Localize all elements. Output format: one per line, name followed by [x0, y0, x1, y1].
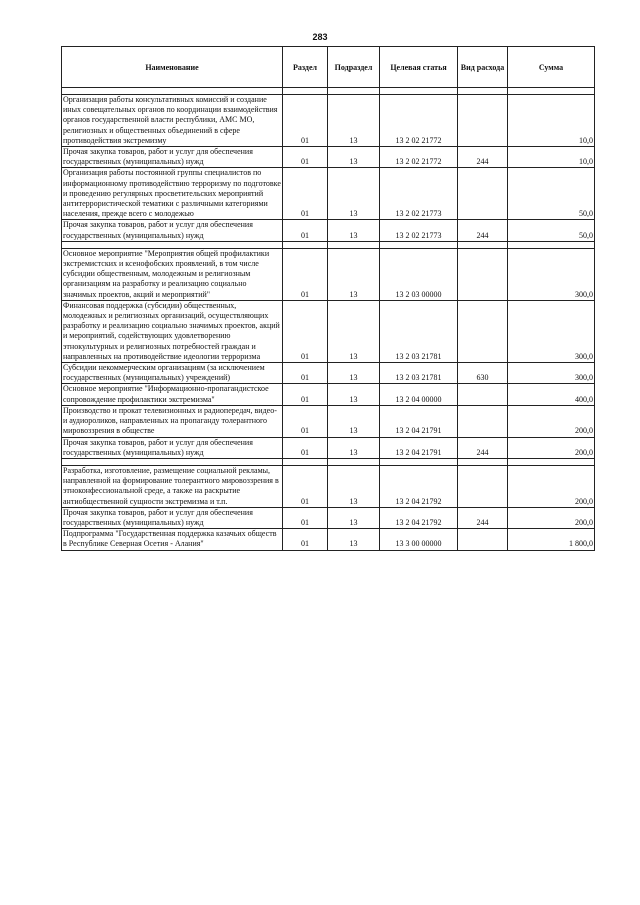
row-name: Основное мероприятие "Информационно-пропагандистское сопровождение профилактики экстремизма"	[62, 384, 283, 405]
row-target: 13 2 03 21781	[380, 300, 458, 362]
row-name: Разработка, изготовление, размещение социальной рекламы, направленной на формирование толерантного мировоззрения в этноконфессиональной среде, а также на раскрытие антиобщественной сущности экстремизма и т.п.	[62, 465, 283, 507]
row-sum: 400,0	[508, 384, 595, 405]
row-sum: 300,0	[508, 300, 595, 362]
row-name: Субсидии некоммерческим организациям (за исключением государственных (муниципальных) учреждений)	[62, 363, 283, 384]
row-subsection: 13	[328, 300, 380, 362]
row-type	[458, 248, 508, 300]
header-subsection: Подраздел	[328, 47, 380, 88]
row-section: 01	[283, 248, 328, 300]
row-target: 13 2 02 21773	[380, 220, 458, 241]
row-name: Основное мероприятие "Мероприятия общей профилактики экстремистских и ксенофобских проявлений, в том числе субсидии общественным, молодежным и религиозным организациям на разработку и реализацию социально значимых проектов, акций и мероприятий"	[62, 248, 283, 300]
header-sum: Сумма	[508, 47, 595, 88]
row-sum: 200,0	[508, 507, 595, 528]
row-section: 01	[283, 507, 328, 528]
row-subsection: 13	[328, 363, 380, 384]
table-row	[62, 95, 595, 147]
row-type: 244	[458, 437, 508, 458]
row-section: 01	[283, 220, 328, 241]
row-type	[458, 384, 508, 405]
table-row	[62, 507, 595, 528]
row-name: Финансовая поддержка (субсидии) общественных, молодежных и религиозных организаций, осуществляющих разработку и реализацию социально значимых проектов, акций и мероприятий, содействующих удовлетворению этнокультурных и религиозных потребностей граждан и направленных на противодействие идеологии терроризма	[62, 300, 283, 362]
header-section: Раздел	[283, 47, 328, 88]
row-type	[458, 529, 508, 550]
row-section: 01	[283, 529, 328, 550]
row-section: 01	[283, 363, 328, 384]
row-target: 13 2 02 21772	[380, 95, 458, 147]
table-row	[62, 405, 595, 437]
header-name: Наименование	[62, 47, 283, 88]
row-target: 13 2 02 21773	[380, 168, 458, 220]
table-row	[62, 147, 595, 168]
row-sum: 50,0	[508, 168, 595, 220]
row-subsection: 13	[328, 384, 380, 405]
row-subsection: 13	[328, 465, 380, 507]
row-subsection: 13	[328, 437, 380, 458]
row-type	[458, 168, 508, 220]
table-row	[62, 363, 595, 384]
table-row	[62, 248, 595, 300]
row-name: Прочая закупка товаров, работ и услуг для обеспечения государственных (муниципальных) нужд	[62, 147, 283, 168]
row-subsection: 13	[328, 405, 380, 437]
row-subsection: 13	[328, 168, 380, 220]
header-target: Целевая статья	[380, 47, 458, 88]
row-subsection: 13	[328, 248, 380, 300]
row-target: 13 2 04 21792	[380, 507, 458, 528]
row-target: 13 2 04 21791	[380, 437, 458, 458]
row-type: 244	[458, 147, 508, 168]
row-sum: 10,0	[508, 147, 595, 168]
row-target: 13 2 03 00000	[380, 248, 458, 300]
row-target: 13 2 04 21791	[380, 405, 458, 437]
row-section: 01	[283, 465, 328, 507]
row-sum: 200,0	[508, 465, 595, 507]
table-row	[62, 220, 595, 241]
row-section: 01	[283, 168, 328, 220]
row-target: 13 2 03 21781	[380, 363, 458, 384]
row-subsection: 13	[328, 95, 380, 147]
spacer-row	[62, 458, 595, 465]
table-row	[62, 168, 595, 220]
row-sum: 10,0	[508, 95, 595, 147]
row-section: 01	[283, 384, 328, 405]
row-sum: 300,0	[508, 363, 595, 384]
row-sum: 300,0	[508, 248, 595, 300]
row-type	[458, 95, 508, 147]
spacer-row	[62, 241, 595, 248]
row-subsection: 13	[328, 147, 380, 168]
row-target: 13 2 02 21772	[380, 147, 458, 168]
row-subsection: 13	[328, 507, 380, 528]
row-name: Прочая закупка товаров, работ и услуг для обеспечения государственных (муниципальных) нужд	[62, 220, 283, 241]
page-number: 283	[312, 32, 328, 42]
row-name: Прочая закупка товаров, работ и услуг для обеспечения государственных (муниципальных) нужд	[62, 507, 283, 528]
row-section: 01	[283, 300, 328, 362]
row-sum: 50,0	[508, 220, 595, 241]
header-type: Вид расхода	[458, 47, 508, 88]
row-target: 13 3 00 00000	[380, 529, 458, 550]
row-target: 13 2 04 00000	[380, 384, 458, 405]
row-sum: 200,0	[508, 437, 595, 458]
row-name: Прочая закупка товаров, работ и услуг для обеспечения государственных (муниципальных) нужд	[62, 437, 283, 458]
row-name: Подпрограмма "Государственная поддержка казачьих обществ в Республике Северная Осетия - Алания"	[62, 529, 283, 550]
row-target: 13 2 04 21792	[380, 465, 458, 507]
row-name: Организация работы консультативных комиссий и создание иных совещательных органов по координации взаимодействия органов государственной власти республики, АМС МО, религиозных и общественных объединений в сфере противодействия экстремизму	[62, 95, 283, 147]
row-sum: 1 800,0	[508, 529, 595, 550]
row-section: 01	[283, 147, 328, 168]
row-sum: 200,0	[508, 405, 595, 437]
row-type: 244	[458, 220, 508, 241]
table-row	[62, 437, 595, 458]
table-header-row	[62, 47, 595, 88]
row-type	[458, 405, 508, 437]
table-row	[62, 529, 595, 550]
row-section: 01	[283, 95, 328, 147]
row-type: 630	[458, 363, 508, 384]
row-type	[458, 465, 508, 507]
table-row	[62, 384, 595, 405]
table-row	[62, 300, 595, 362]
row-section: 01	[283, 405, 328, 437]
row-name: Организация работы постоянной группы специалистов по информационному противодействию терроризму по подготовке и проведению регулярных просветительских мероприятий антитеррористической тематики с различными категориями населения, прежде всего с молодежью	[63, 168, 281, 219]
row-subsection: 13	[328, 220, 380, 241]
row-type: 244	[458, 507, 508, 528]
table-row	[62, 465, 595, 507]
row-section: 01	[283, 437, 328, 458]
row-name: Производство и прокат телевизионных и радиопередач, видео- и аудиороликов, направленных на пропаганду толерантного мировоззрения в обществе	[62, 405, 283, 437]
row-type	[458, 300, 508, 362]
row-subsection: 13	[328, 529, 380, 550]
spacer-row	[62, 88, 595, 95]
budget-table	[61, 46, 595, 551]
